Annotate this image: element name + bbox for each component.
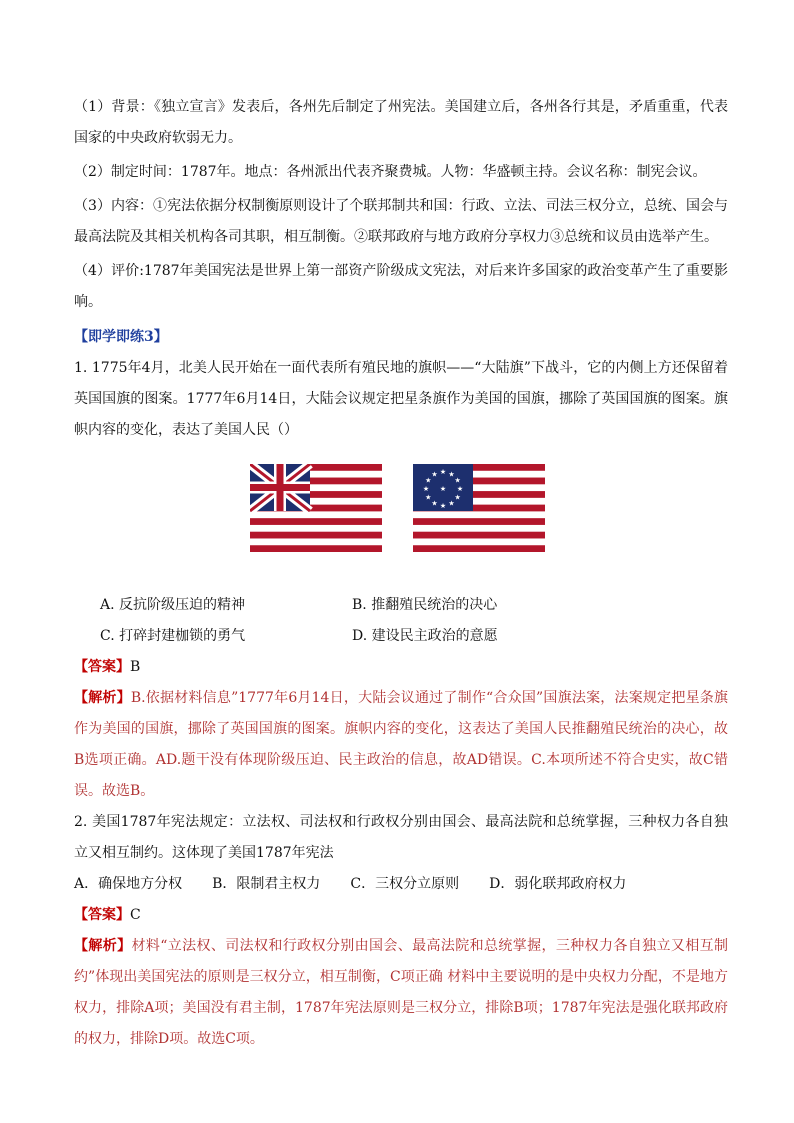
time-place-paragraph: （2）制定时间：1787年。地点：各州派出代表齐聚费城。人物：华盛顿主持。会议名称：制宪会议。 [74, 164, 707, 180]
svg-text:★: ★ [439, 485, 447, 493]
answer-value: B [130, 659, 141, 675]
question-1-answer [74, 652, 728, 683]
answer-label: 【答案】 [74, 907, 130, 923]
background-paragraph: （1）背景：《独立宣言》发表后，各州先后制定了州宪法。美国建立后，各州各行其是，矛盾重重，代表国家的中央政府软弱无力。 [74, 99, 728, 146]
union-jack-canton [250, 464, 310, 511]
flag-images [74, 450, 728, 590]
question-2-analysis [74, 931, 728, 1055]
question-1-stem: 1. 1775年4月，北美人民开始在一面代表所有殖民地的旗帜——“大陆旗”下战斗，它的内侧上方还保留着英国国旗的图案。1777年6月14日，大陆会议规定把星条旗作为美国的国旗，挪除了英国国旗的图案。旗帜内容的变化，表达了美国人民（） [74, 360, 728, 438]
option-c: C. 打碎封建枷锁的勇气 [100, 628, 246, 644]
evaluation-paragraph: （4）评价:1787年美国宪法是世界上第一部资产阶级成文宪法，对后来许多国家的政治变革产生了重要影响。 [74, 263, 728, 310]
practice-title: 【即学即练3】 [74, 329, 168, 345]
question-1-analysis [74, 683, 728, 807]
question-1-options [100, 590, 728, 652]
svg-text:★: ★ [448, 499, 455, 508]
svg-text:★: ★ [431, 499, 438, 508]
option-b: B．限制君主权力 [212, 876, 321, 892]
continental-flag-image [250, 464, 382, 552]
option-d: D. 建设民主政治的意愿 [352, 628, 498, 644]
analysis-text: 材料“立法权、司法权和行政权分别由国会、最高法院和总统掌握，三种权力各自独立又相互制约”体现出美国宪法的原则是三权分立，相互制衡，C项正确 材料中主要说明的是中央权力分配，不是地方权力，排除A项；美国没有君主制，1787年宪法原则是三权分立，排除B项；1787年宪法是强化联邦政府的权力，排除D项。故选C项。 [74, 938, 729, 1047]
analysis-text: B.依据材料信息”1777年6月14日，大陆会议通过了制作“合众国”国旗法案，法案规定把星条旗作为美国的国旗，挪除了英国国旗的图案。旗帜内容的变化，这表达了美国人民推翻殖民统治的决心，故B选项正确。AD.题干没有体现阶级压迫、民主政治的信息，故AD错误。C.本项所述不符合史实，故C错误。故选B。 [74, 690, 728, 799]
svg-text:★: ★ [425, 493, 432, 502]
option-c: C．三权分立原则 [350, 876, 460, 892]
option-a: A．确保地方分权 [74, 876, 183, 892]
content-paragraph: （3）内容：①宪法依据分权制衡原则设计了个联邦制共和国：行政、立法、司法三权分立，总统、国会与最高法院及其相关机构各司其职，相互制衡。②联邦政府与地方政府分享权力③总统和议员由选举产生。 [74, 198, 728, 245]
question-2-answer [74, 900, 728, 931]
analysis-label: 【解析】 [74, 938, 132, 954]
svg-text:★: ★ [439, 468, 447, 476]
svg-text:★: ★ [448, 470, 455, 479]
svg-text:★: ★ [425, 476, 432, 485]
svg-text:★: ★ [454, 493, 461, 502]
svg-text:★: ★ [456, 485, 464, 493]
svg-text:★: ★ [454, 476, 461, 485]
analysis-label: 【解析】 [74, 690, 131, 706]
betsy-ross-flag-image [413, 464, 545, 552]
question-2-options [74, 869, 728, 900]
svg-text:★: ★ [439, 502, 447, 510]
option-b: B. 推翻殖民统治的决心 [352, 597, 498, 613]
svg-text:★: ★ [431, 470, 438, 479]
answer-value: C [130, 907, 141, 923]
document-page [74, 92, 728, 1055]
question-2-stem: 2. 美国1787年宪法规定：立法权、司法权和行政权分别由国会、最高法院和总统掌握，三种权力各自独立又相互制约。这体现了美国1787年宪法 [74, 814, 728, 861]
answer-label: 【答案】 [74, 659, 130, 675]
svg-text:★: ★ [422, 485, 430, 493]
option-a: A. 反抗阶级压迫的精神 [100, 597, 246, 613]
option-d: D．弱化联邦政府权力 [489, 876, 627, 892]
